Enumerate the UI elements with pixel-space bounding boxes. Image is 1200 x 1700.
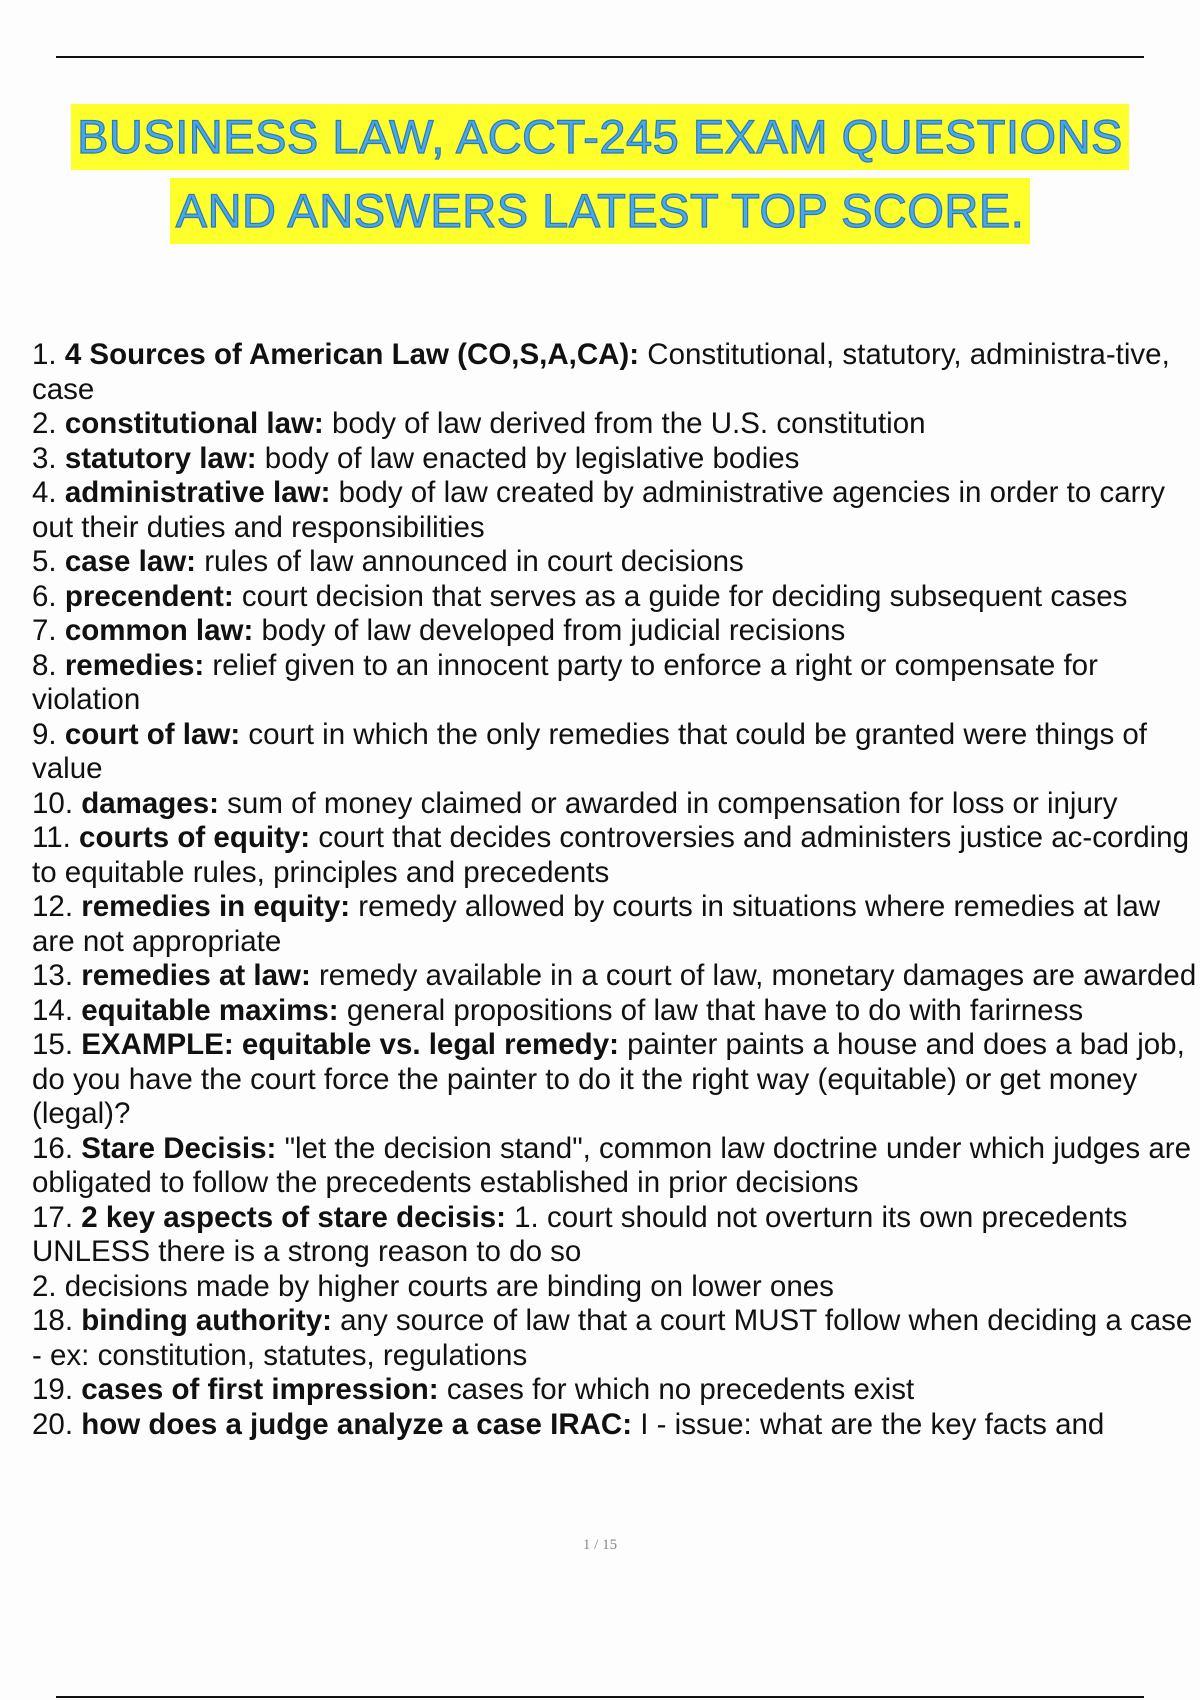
list-item-continuation: 2. decisions made by higher courts are binding on lower ones	[32, 1269, 834, 1303]
top-rule	[56, 56, 1144, 58]
title-line-1: BUSINESS LAW, ACCT-245 EXAM QUESTIONS	[71, 104, 1129, 170]
list-item: 6. precendent: court decision that serves as a guide for deciding subsequent cases	[32, 579, 1128, 613]
qa-list	[32, 338, 1200, 1442]
list-item: 3. statutory law: body of law enacted by legislative bodies	[32, 441, 800, 475]
title-line-2: AND ANSWERS LATEST TOP SCORE.	[170, 178, 1031, 244]
list-item: 13. remedies at law: remedy available in a court of law, monetary damages are awarded	[32, 959, 1197, 992]
list-item: 8. remedies: relief given to an innocent party to enforce a right or compensate for violation	[32, 648, 1098, 716]
document-title	[0, 104, 1200, 244]
list-item: 7. common law: body of law developed from judicial recisions	[32, 614, 846, 647]
list-item: 19. cases of first impression: cases for which no precedents exist	[32, 1373, 915, 1406]
list-item: 12. remedies in equity: remedy allowed by courts in situations where remedies at law are not appropriate	[32, 890, 1161, 958]
page-number: 1 / 15	[582, 1537, 618, 1553]
list-item: 9. court of law: court in which the only remedies that could be granted were things of value	[32, 717, 1148, 785]
list-item: 15. EXAMPLE: equitable vs. legal remedy: painter paints a house and does a bad job, do you have the court force the painter to do it the right way (equitable) or get money (legal)?	[32, 1028, 1185, 1130]
list-item: 5. case law: rules of law announced in court decisions	[32, 545, 744, 578]
list-item: 1. 4 Sources of American Law (CO,S,A,CA): Constitutional, statutory, administra-tive, case	[32, 338, 1170, 406]
list-item: 10. damages: sum of money claimed or awarded in compensation for loss or injury	[32, 786, 1118, 820]
bottom-rule	[56, 1696, 1144, 1698]
list-item: 16. Stare Decisis: "let the decision stand", common law doctrine under which judges are obligated to follow the precedents established in prior decisions	[32, 1131, 1191, 1199]
list-item: 4. administrative law: body of law created by administrative agencies in order to carry out their duties and responsibilities	[32, 476, 1166, 544]
list-item: 20. how does a judge analyze a case IRAC: I - issue: what are the key facts and	[32, 1407, 1105, 1441]
list-item: 17. 2 key aspects of stare decisis: 1. court should not overturn its own precedents UNLESS there is a strong reason to do so	[32, 1200, 1128, 1268]
list-item: 2. constitutional law: body of law derived from the U.S. constitution	[32, 407, 926, 440]
list-item: 11. courts of equity: court that decides controversies and administers justice ac-cording to equitable rules, principles and precedents	[32, 821, 1189, 889]
list-item: 18. binding authority: any source of law that a court MUST follow when deciding a case - ex: constitution, statutes, regulations	[32, 1304, 1193, 1372]
list-item: 14. equitable maxims: general propositions of law that have to do with farirness	[32, 993, 1084, 1027]
